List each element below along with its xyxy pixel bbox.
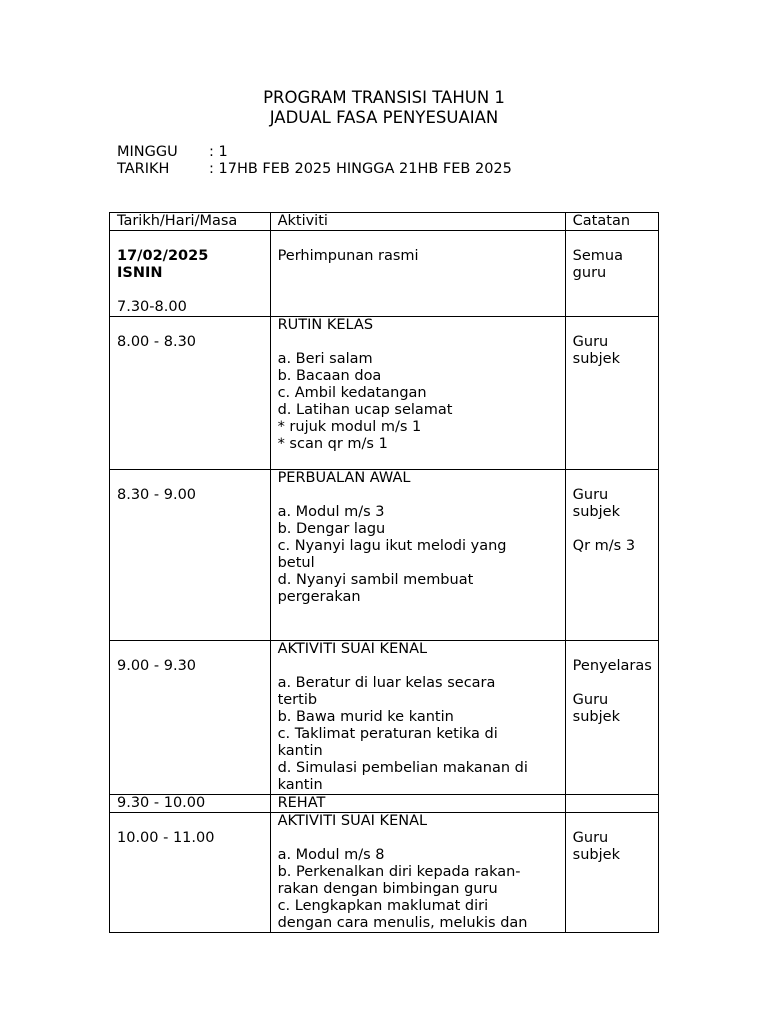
schedule-table (109, 212, 659, 933)
note-line: subjek (572, 351, 620, 367)
activity-line: d. Simulasi pembelian makanan di (277, 760, 528, 776)
activity-line: c. Taklimat peraturan ketika di (277, 726, 498, 742)
time-cell (110, 641, 271, 795)
activity-cell (270, 795, 565, 813)
activity-title: AKTIVITI SUAI KENAL (277, 813, 428, 829)
document-subtitle: JADUAL FASA PENYESUAIAN (269, 108, 499, 127)
table-row (110, 813, 659, 933)
note-cell (565, 795, 658, 813)
table-row (110, 641, 659, 795)
document-title: PROGRAM TRANSISI TAHUN 1 (263, 88, 505, 107)
row-time: 9.00 - 9.30 (117, 658, 197, 674)
activity-line: kantin (277, 743, 323, 759)
table-row (110, 795, 659, 813)
note-line: Semua (572, 248, 623, 264)
activity-line: * rujuk modul m/s 1 (277, 419, 422, 435)
table-row (110, 231, 659, 317)
activity-line: betul (277, 555, 315, 571)
note-line: Guru (572, 487, 609, 503)
tarikh-label: TARIKH (117, 161, 170, 177)
time-cell (110, 317, 271, 470)
row-time: 8.00 - 8.30 (117, 334, 197, 350)
table-row (110, 470, 659, 641)
note-line: Guru (572, 830, 609, 846)
row-time: 8.30 - 9.00 (117, 487, 197, 503)
table-row (110, 317, 659, 470)
note-line: subjek (572, 709, 620, 725)
activity-title: AKTIVITI SUAI KENAL (277, 641, 428, 657)
activity-cell (270, 231, 565, 317)
activity-line: a. Beri salam (277, 351, 373, 367)
activity-title: REHAT (277, 795, 326, 811)
time-cell (110, 231, 271, 317)
note-line: Qr m/s 3 (572, 538, 636, 554)
activity-line: c. Ambil kedatangan (277, 385, 427, 401)
note-line: Penyelaras (572, 658, 652, 674)
activity-line: a. Modul m/s 3 (277, 504, 385, 520)
activity-line: b. Perkenalkan diri kepada rakan- (277, 864, 521, 880)
activity-cell (270, 317, 565, 470)
activity-line: tertib (277, 692, 318, 708)
time-cell (110, 470, 271, 641)
note-line: subjek (572, 504, 620, 520)
row-date: 17/02/2025 (117, 248, 209, 264)
activity-cell (270, 641, 565, 795)
note-cell (565, 641, 658, 795)
note-line: Guru (572, 692, 609, 708)
activity-cell (270, 470, 565, 641)
activity-line: * scan qr m/s 1 (277, 436, 388, 452)
activity-line: dengan cara menulis, melukis dan (277, 915, 528, 931)
activity-line: Perhimpunan rasmi (277, 248, 419, 264)
activity-title: RUTIN KELAS (277, 317, 374, 333)
activity-line: c. Lengkapkan maklumat diri (277, 898, 489, 914)
activity-line: b. Bacaan doa (277, 368, 382, 384)
row-day: ISNIN (117, 265, 163, 281)
activity-line: d. Latihan ucap selamat (277, 402, 453, 418)
activity-title: PERBUALAN AWAL (277, 470, 411, 486)
header-cell-catatan: Catatan (565, 213, 658, 231)
header-cell-aktiviti: Aktiviti (270, 213, 565, 231)
minggu-value: : 1 (209, 144, 228, 160)
time-cell (110, 795, 271, 813)
row-time: 7.30-8.00 (117, 299, 187, 315)
note-cell (565, 231, 658, 317)
activity-line: rakan dengan bimbingan guru (277, 881, 498, 897)
note-line: subjek (572, 847, 620, 863)
activity-line: b. Bawa murid ke kantin (277, 709, 454, 725)
row-time: 9.30 - 10.00 (117, 795, 206, 811)
activity-line: c. Nyanyi lagu ikut melodi yang (277, 538, 507, 554)
activity-cell (270, 813, 565, 933)
activity-line: b. Dengar lagu (277, 521, 386, 537)
minggu-label: MINGGU (117, 144, 178, 160)
activity-line: pergerakan (277, 589, 361, 605)
note-cell (565, 470, 658, 641)
table-header-row (110, 213, 659, 231)
activity-line: a. Modul m/s 8 (277, 847, 385, 863)
activity-line: a. Beratur di luar kelas secara (277, 675, 496, 691)
header-cell-tarikh: Tarikh/Hari/Masa (110, 213, 271, 231)
note-cell (565, 813, 658, 933)
row-time: 10.00 - 11.00 (117, 830, 215, 846)
activity-line: kantin (277, 777, 323, 793)
note-cell (565, 317, 658, 470)
note-line: Guru (572, 334, 609, 350)
activity-line: d. Nyanyi sambil membuat (277, 572, 474, 588)
note-line: guru (572, 265, 607, 281)
time-cell (110, 813, 271, 933)
tarikh-value: : 17HB FEB 2025 HINGGA 21HB FEB 2025 (209, 161, 512, 177)
